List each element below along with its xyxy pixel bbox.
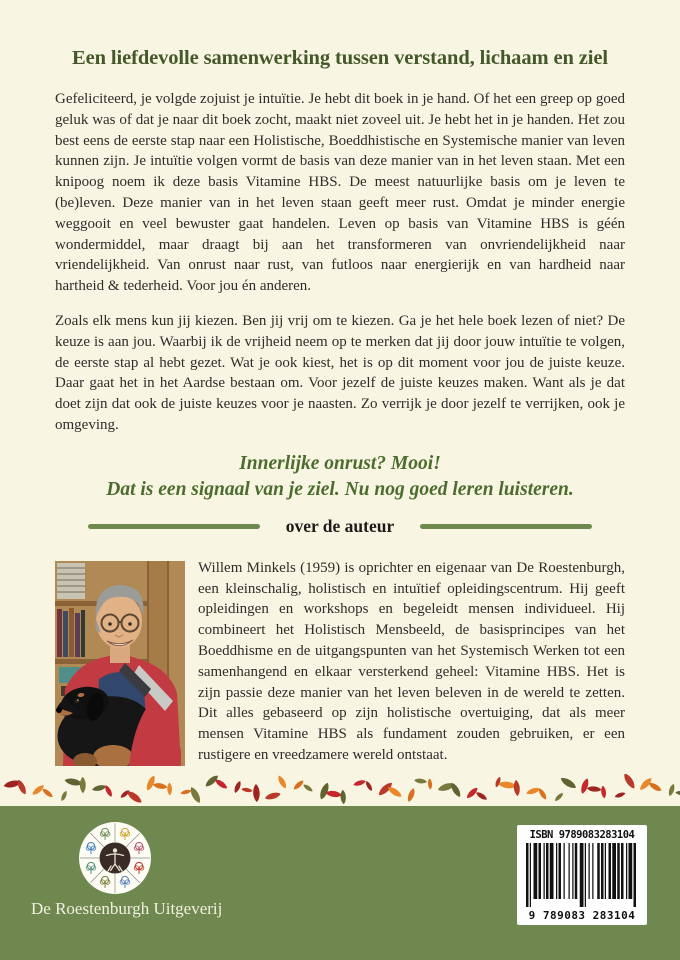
autumn-leaves-border <box>0 774 680 806</box>
author-bio: Willem Minkels (1959) is oprichter en eigenaar van De Roestenburgh, een kleinschalig, holistisch en intuïtief opleidingscentrum. Hij geeft opleidingen en workshops en begeleidt mensen individueel. Hij combineert het Holistisch Mensbeeld, de basisprincipes van het Boeddhisme en de uitgangspunten van het Systemisch Werken tot een samenhangend en elkaar versterkend geheel: Vitamine HBS. Het is zijn passie deze manier van het leven beleven in de wereld te zetten. Dit alles gebaseerd op zijn holistische overtuiging, dat als meer mensen Vitamine HBS als fundament zouden gebruiken, er een rustigere en vreedzamere wereld ontstaat. <box>198 559 625 763</box>
soul-quote-line2: Dat is een signaal van je ziel. Nu nog goed leren luisteren. <box>106 478 574 500</box>
barcode <box>517 825 647 925</box>
isbn-label: ISBN 9789083283104 <box>529 829 635 841</box>
soul-quote <box>55 451 625 503</box>
author-section <box>55 558 625 766</box>
author-photo <box>55 561 185 766</box>
divider-rule-right <box>420 524 592 529</box>
about-author-divider <box>55 516 625 537</box>
intro-paragraph: Gefeliciteerd, je volgde zojuist je intuïtie. Je hebt dit boek in je hand. Of het een greep op goed geluk was of dat je naar dit boek zocht, maakt niet zoveel uit. Je hebt het in je handen. Het zou best eens de eerste stap naar een Holistische, Boeddhistische en Systemische manier van leven kunnen zijn. Je intuïtie volgen vormt de basis van deze manier van in het leven staan. Met een knipoog noem ik deze basis Vitamine HBS. De meest natuurlijke basis om je leven te (be)leven. Deze manier van in het leven staan geeft meer rust. Omdat je minder energie weggooit en veel bewuster gaat handelen. Leven op basis van Vitamine HBS is géén wondermiddel, maar draagt bij aan het transformeren van onvriendelijkheid naar vriendelijkheid. Van onrust naar rust, van futloos naar energierijk en van hardheid naar hartheid & tederheid. Voor jou én anderen. <box>55 91 625 295</box>
publisher-logo <box>78 821 152 895</box>
cover-content <box>0 46 680 766</box>
barcode-bars <box>525 843 639 907</box>
barcode-digits: 9 789083 283104 <box>528 909 636 922</box>
cover-title: Een liefdevolle samenwerking tussen verstand, lichaam en ziel <box>72 47 608 69</box>
footer-band <box>0 806 680 960</box>
divider-rule-left <box>88 524 260 529</box>
publisher-name: De Roestenburgh Uitgeverij <box>31 899 223 918</box>
soul-quote-line1: Innerlijke onrust? Mooi! <box>239 452 441 474</box>
about-author-heading: over de auteur <box>285 515 395 536</box>
choice-paragraph: Zoals elk mens kun jij kiezen. Ben jij vrij om te kiezen. Ga je het hele boek lezen of niet? De keuze is aan jou. Waarbij ik de vrijheid neem op te merken dat jij door jouw intuïtie te volgen, de eerste stap al hebt gezet. Wat je ook kiest, het is op dit moment voor jou de juiste keuze. Daar gaat het in het Aardse bestaan om. Voor jezelf de juiste keuzes maken. Want als je dat doet zijn dat ook de juiste keuzes voor je naasten. Zo verrijk je door jezelf te verrijken, ook je omgeving. <box>55 312 625 433</box>
